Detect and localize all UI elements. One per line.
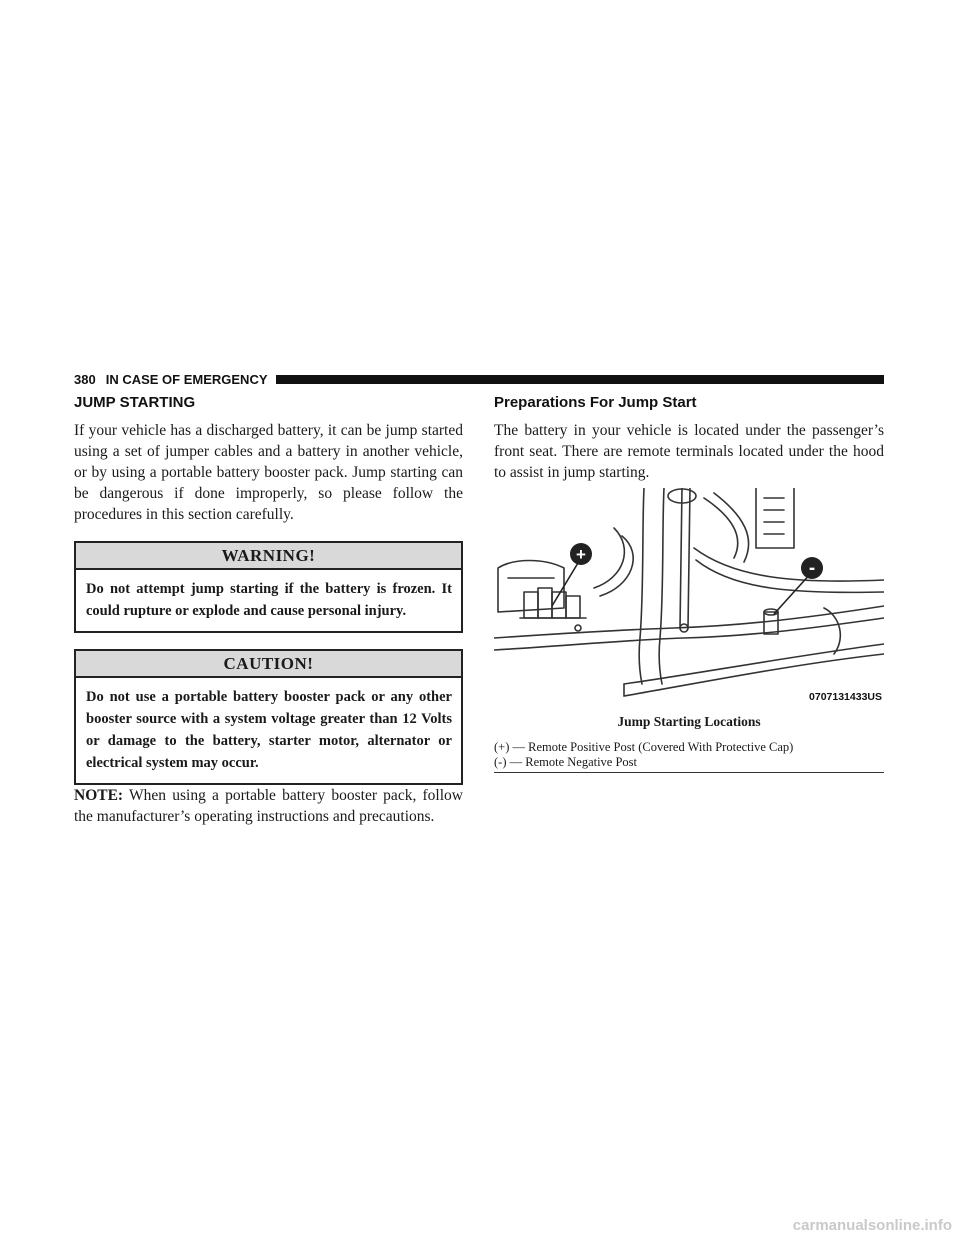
legend-rule <box>494 772 884 773</box>
jump-starting-heading: JUMP STARTING <box>74 394 196 411</box>
minus-symbol: - <box>808 558 816 579</box>
page-number: 380 <box>74 371 96 387</box>
jump-starting-intro: If your vehicle has a discharged battery, it can be jump started using a set of jumper cables and a battery in another vehicle, or by using a portable battery booster pack. Jump starting can be dangerous if done improperly, so please follow the procedures in this section carefully. <box>74 422 463 523</box>
caution-title: CAUTION! <box>76 651 461 678</box>
preparations-intro: The battery in your vehicle is located under the passenger’s front seat. There are remote terminals located under the hood to assist in jump starting. <box>494 422 884 481</box>
warning-text: Do not attempt jump starting if the battery is frozen. It could rupture or explode and cause personal injury. <box>86 581 452 619</box>
warning-box <box>74 541 463 633</box>
section-title: IN CASE OF EMERGENCY <box>105 371 268 387</box>
legend-positive: (+) — Remote Positive Post (Covered With Protective Cap) <box>494 740 794 754</box>
preparations-heading: Preparations For Jump Start <box>494 394 697 411</box>
plus-symbol: + <box>576 545 586 564</box>
warning-title: WARNING! <box>76 543 461 570</box>
legend-negative: (-) — Remote Negative Post <box>494 755 638 769</box>
caution-text: Do not use a portable battery booster pack or any other booster source with a system voltage greater than 12 Volts or damage to the battery, starter motor, alternator or electrical system may occur. <box>86 689 452 771</box>
figure-title: Jump Starting Locations <box>617 714 761 729</box>
figure-code: 0707131433US <box>809 691 882 703</box>
figure-legend <box>494 740 884 770</box>
watermark: carmanualsonline.info <box>792 1217 952 1234</box>
note-paragraph <box>74 785 463 827</box>
left-column <box>74 390 463 827</box>
note-text: When using a portable battery booster pack, follow the manufacturer’s operating instructions and precautions. <box>74 787 463 825</box>
note-label: NOTE: <box>74 787 124 804</box>
header-rule <box>276 375 885 384</box>
caution-box <box>74 649 463 785</box>
page-header <box>74 371 884 387</box>
engine-bay-drawing <box>494 488 884 708</box>
right-column <box>494 390 884 773</box>
engine-bay-illustration <box>494 488 884 708</box>
